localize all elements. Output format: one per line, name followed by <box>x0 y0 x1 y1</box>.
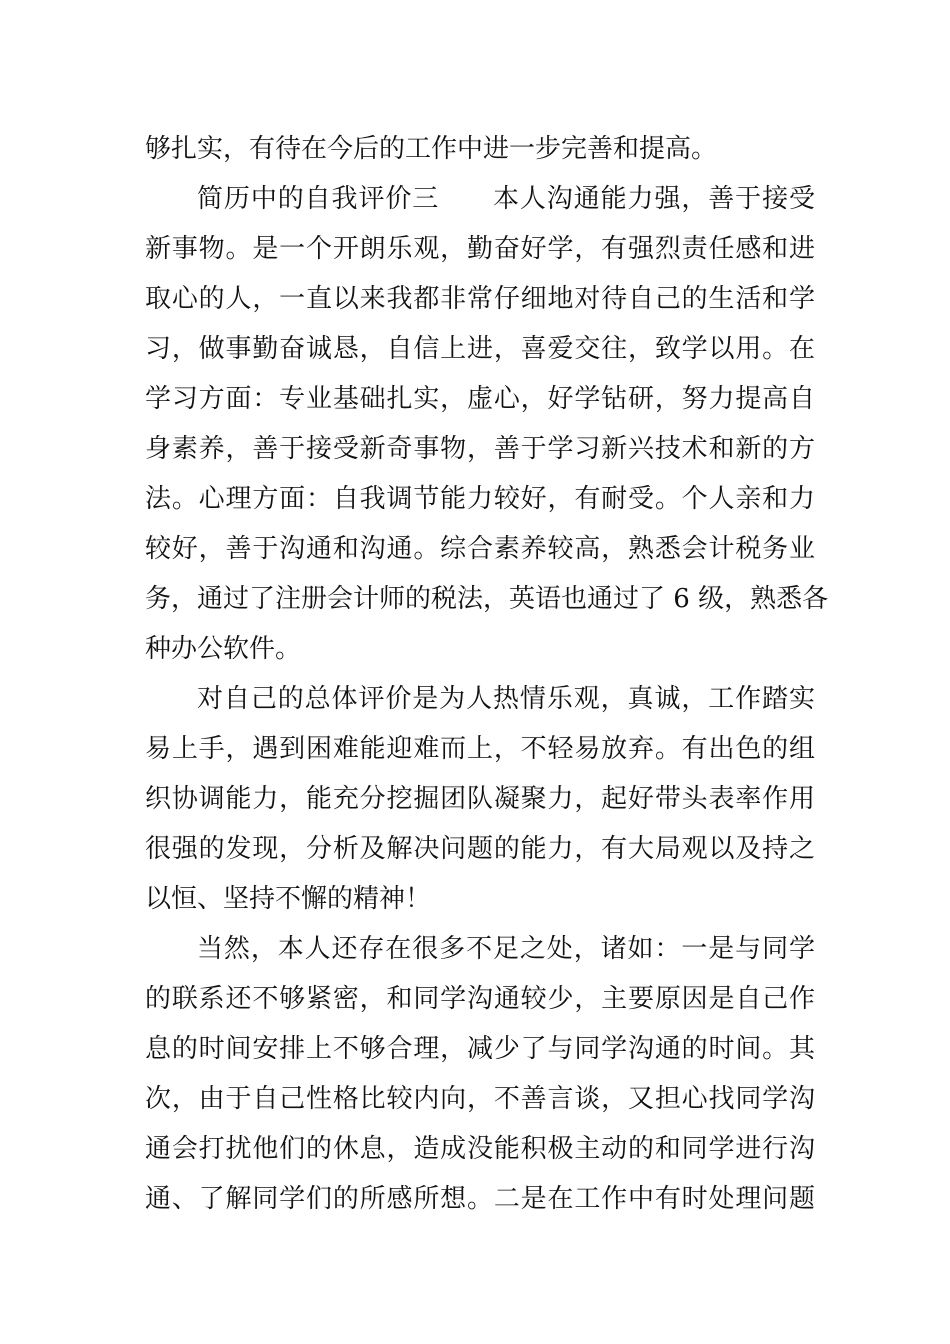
text-line: 的联系还不够紧密，和同学沟通较少，主要原因是自己作 <box>145 984 815 1014</box>
text-line: 新事物。是一个开朗乐观，勤奋好学，有强烈责任感和进 <box>145 234 815 264</box>
text-line: 身素养，善于接受新奇事物，善于学习新兴技术和新的方 <box>145 434 815 464</box>
text-line: 取心的人，一直以来我都非常仔细地对待自己的生活和学 <box>145 284 815 314</box>
text-line: 次，由于自己性格比较内向，不善言谈，又担心找同学沟 <box>145 1084 815 1114</box>
text-line: 简历中的自我评价三 本人沟通能力强，善于接受 <box>197 184 815 214</box>
text-line: 法。心理方面：自我调节能力较好，有耐受。个人亲和力 <box>145 484 815 514</box>
text-line: 息的时间安排上不够合理，减少了与同学沟通的时间。其 <box>145 1034 815 1064</box>
text-line: 较好，善于沟通和沟通。综合素养较高，熟悉会计税务业 <box>145 534 815 564</box>
text-line: 易上手，遇到困难能迎难而上，不轻易放弃。有出色的组 <box>145 734 815 764</box>
text-line: 当然，本人还存在很多不足之处，诸如：一是与同学 <box>197 934 815 964</box>
text-line: 织协调能力，能充分挖掘团队凝聚力，起好带头表率作用 <box>145 784 815 814</box>
text-line: 通、了解同学们的所感所想。二是在工作中有时处理问题 <box>145 1184 815 1214</box>
text-line: 通会打扰他们的休息，造成没能积极主动的和同学进行沟 <box>145 1134 815 1164</box>
text-line: 很强的发现，分析及解决问题的能力，有大局观以及持之 <box>145 834 815 864</box>
text-line: 习，做事勤奋诚恳，自信上进，喜爱交往，致学以用。在 <box>145 334 815 364</box>
text-line: 对自己的总体评价是为人热情乐观，真诚，工作踏实 <box>197 684 815 714</box>
document-body <box>145 124 829 1224</box>
text-line: 够扎实，有待在今后的工作中进一步完善和提高。 <box>145 134 718 164</box>
text-line: 学习方面：专业基础扎实，虚心，好学钻研，努力提高自 <box>145 384 815 414</box>
text-line: 种办公软件。 <box>145 634 302 664</box>
text-line: 务，通过了注册会计师的税法，英语也通过了 6 级，熟悉各 <box>145 584 829 614</box>
text-line: 以恒、坚持不懈的精神！ <box>145 884 432 914</box>
